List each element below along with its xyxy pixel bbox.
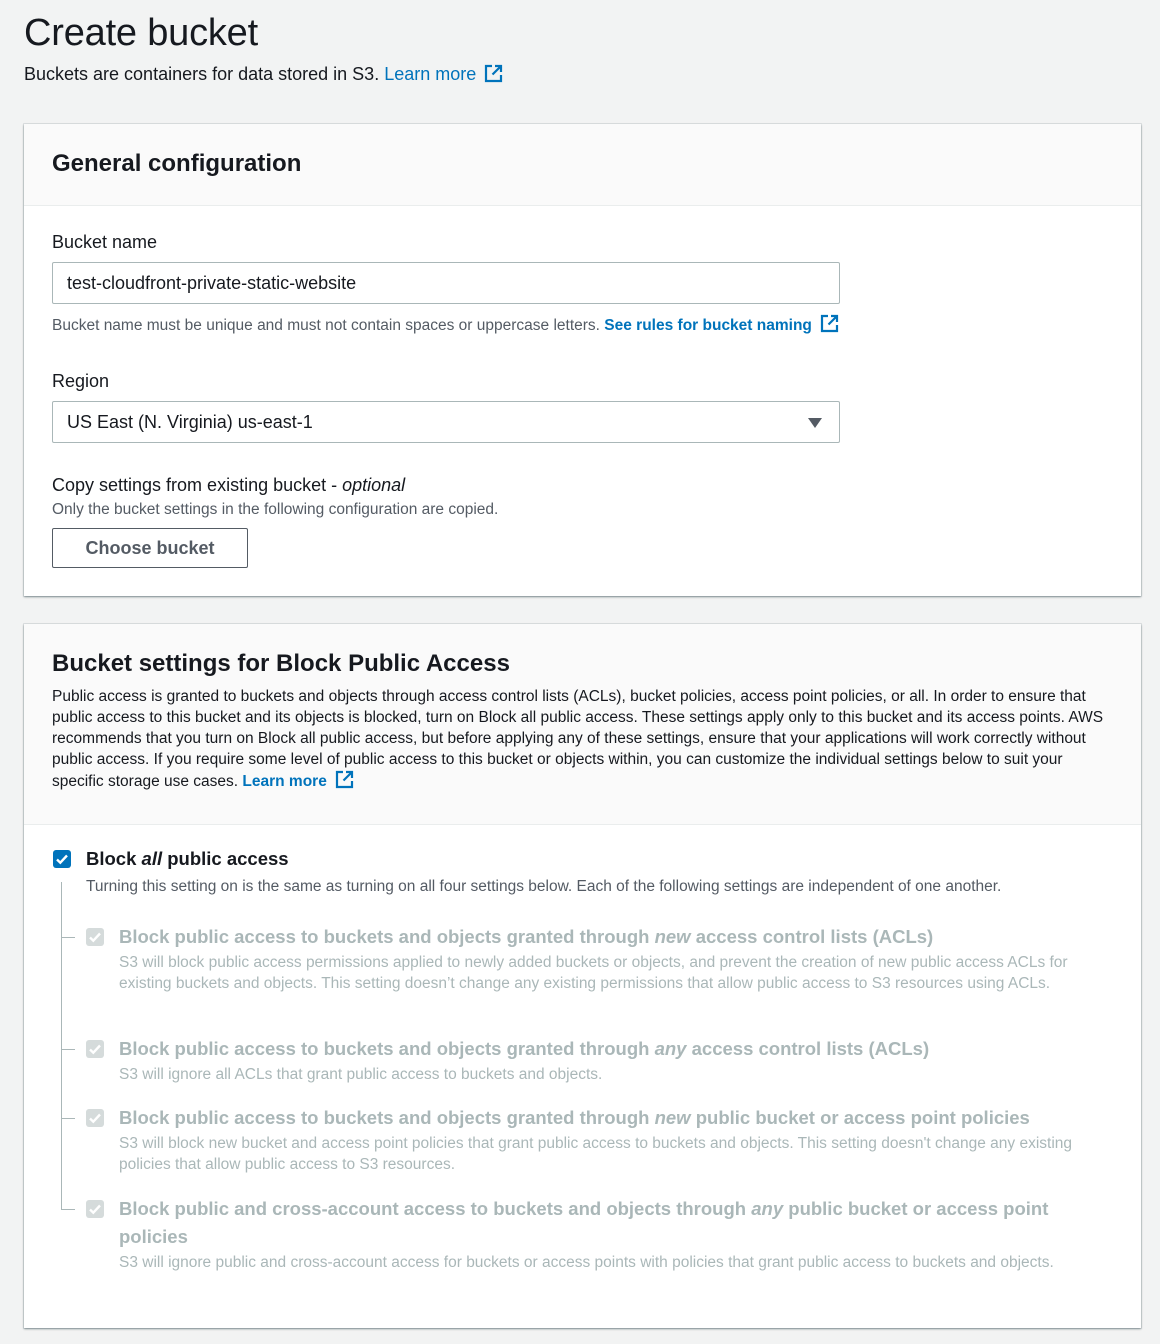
option-title-post: access control lists (ACLs) [686,1038,930,1059]
option-new-acls-title [119,923,1109,951]
general-configuration-panel [24,124,1141,596]
bucket-name-label: Bucket name [52,232,158,252]
block-all-description: Turning this setting on is the same as turning on all four settings below. Each of the following settings are independent of one another. [86,878,1002,895]
option-title-pre: Block public access to buckets and objects granted through [119,1107,655,1128]
copy-settings-hint: Only the bucket settings in the following configuration are copied. [52,501,499,518]
option-new-policies-description: S3 will block new bucket and access point policies that grant public access to buckets and objects. This setting doesn't change any existing policies that allow public access to S3 resources. [119,1135,1073,1173]
tree-connector [61,882,62,1210]
tree-branch [61,1049,75,1050]
option-title-em: new [654,926,691,947]
learn-more-link[interactable] [384,64,503,84]
block-public-access-title: Bucket settings for Block Public Access [52,650,510,677]
copy-settings-label-text: Copy settings from existing bucket - [52,475,343,495]
bucket-name-hint [52,314,839,338]
copy-settings-label [52,475,405,496]
option-new-policies-title [119,1104,1109,1132]
page-description [24,64,503,88]
option-title-pre: Block public access to buckets and objects granted through [119,1038,655,1059]
option-any-acls-title [119,1035,1109,1063]
option-new-acls-description: S3 will block public access permissions applied to newly added buckets or objects, and prevent the creation of new public access ACLs for existing buckets and objects. This setting doesn’t change any existing permissions that allow public access to S3 resources using ACLs. [119,954,1068,992]
checkmark-icon [87,1041,103,1057]
caret-down-icon [807,416,823,434]
page-description-text: Buckets are containers for data stored in S3. [24,64,380,84]
bucket-naming-rules-label: See rules for bucket naming [604,317,812,334]
block-public-access-panel [24,624,1141,1328]
checkmark-icon [87,1110,103,1126]
checkmark-icon [87,1201,103,1217]
option-title-em: any [654,1038,687,1059]
block-all-title-em: all [141,848,163,869]
block-all-title-pre: Block [86,848,142,869]
block-public-access-header [24,624,1141,825]
region-label: Region [52,371,110,391]
option-cross-account-title [119,1195,1109,1251]
block-all-title-post: public access [162,848,289,869]
bucket-name-input[interactable] [52,262,840,304]
option-new-acls-checkbox[interactable] [86,928,104,946]
block-all-title [86,848,289,870]
tree-branch [61,937,75,938]
option-title-pre: Block public and cross-account access to buckets and objects through [119,1198,752,1219]
option-title-post: access control lists (ACLs) [690,926,934,947]
external-link-icon [820,314,839,338]
option-cross-account-checkbox[interactable] [86,1200,104,1218]
block-public-access-description-text: Public access is granted to buckets and objects through access control lists (ACLs), bucket policies, access point policies, or all. In order to ensure that public access to this bucket and its objects is blocked, turn on Block all public access. These settings apply only to this bucket and its access points. AWS recommends that you turn on Block all public access, but before applying any of these settings, ensure that your applications will work correctly without public access. If you require some level of public access to this bucket or objects within, you can customize the individual settings below to suit your specific storage use cases. [52,688,1104,790]
option-title-pre: Block public access to buckets and objects granted through [119,926,655,947]
checkmark-icon [87,929,103,945]
external-link-icon [335,770,354,795]
option-any-acls-checkbox[interactable] [86,1040,104,1058]
option-title-em: any [751,1198,784,1219]
page-title: Create bucket [24,12,258,54]
option-title-post: public bucket or access point policies [119,1198,1049,1247]
external-link-icon [484,64,503,88]
region-select-value: US East (N. Virginia) us-east-1 [67,412,313,432]
option-title-post: public bucket or access point policies [690,1107,1030,1128]
bpa-learn-more-label: Learn more [242,773,327,790]
block-all-checkbox[interactable] [53,850,71,868]
tree-branch [61,1118,75,1119]
bucket-name-hint-text: Bucket name must be unique and must not contain spaces or uppercase letters. [52,317,600,334]
region-select[interactable] [52,401,840,443]
general-configuration-title: General configuration [52,150,302,177]
block-public-access-description [52,686,1112,795]
option-any-acls-description: S3 will ignore all ACLs that grant public access to buckets and objects. [119,1066,603,1083]
tree-branch [61,1209,75,1210]
option-title-em: new [654,1107,691,1128]
general-configuration-header [24,124,1141,206]
bucket-naming-rules-link[interactable] [604,317,839,334]
choose-bucket-button[interactable]: Choose bucket [52,528,248,568]
copy-settings-optional: optional [342,475,406,495]
option-new-policies-checkbox[interactable] [86,1109,104,1127]
bpa-learn-more-link[interactable] [242,773,353,790]
option-cross-account-description: S3 will ignore public and cross-account access for buckets or access points with policies that grant public access to buckets and objects. [119,1254,1054,1271]
learn-more-label: Learn more [384,64,477,84]
checkmark-icon [54,851,70,867]
